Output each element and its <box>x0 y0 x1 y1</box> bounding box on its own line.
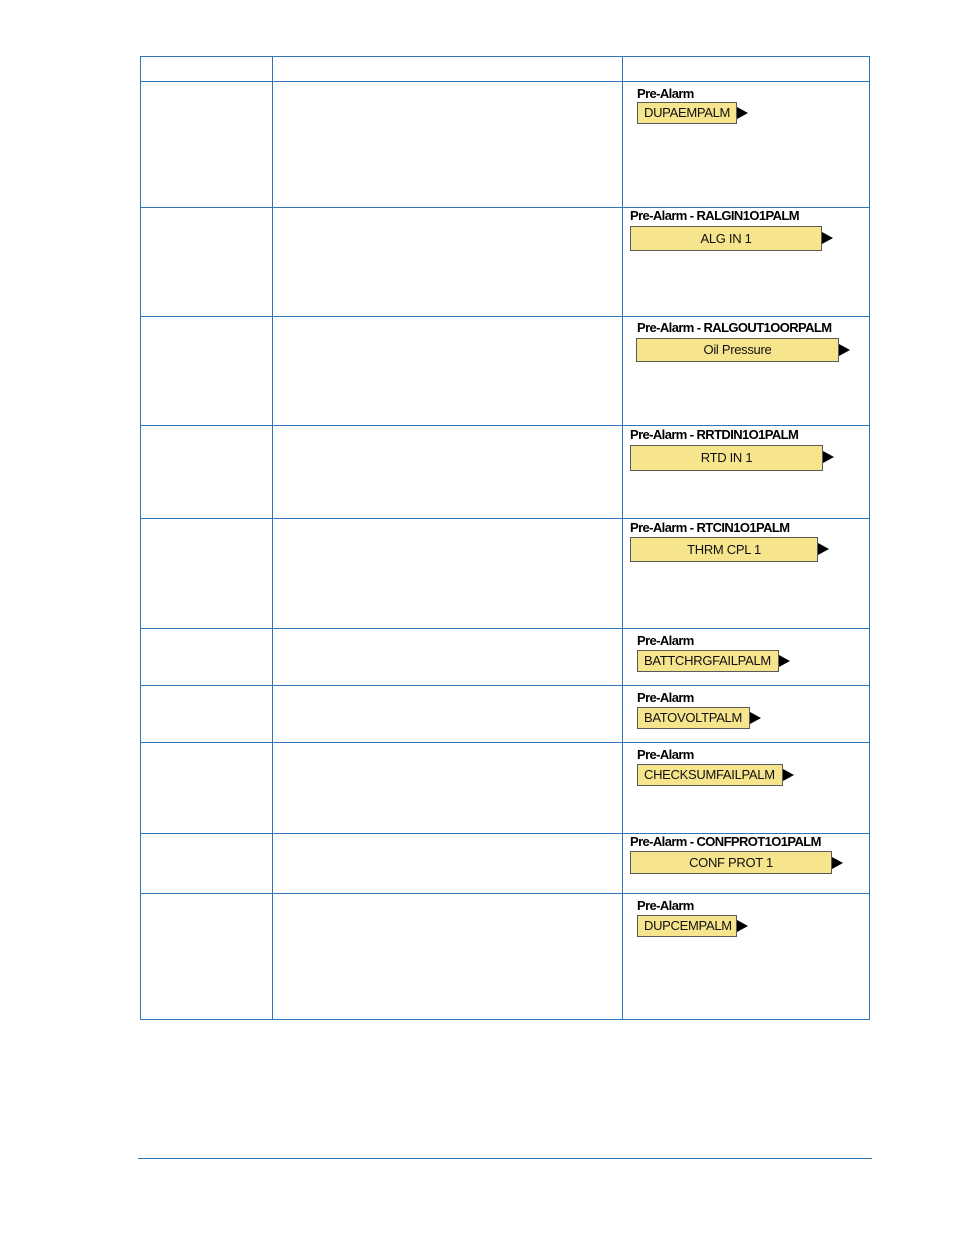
logic-symbol-title: Pre-Alarm <box>637 86 694 101</box>
output-arrow-icon <box>783 769 794 781</box>
table-row <box>141 628 869 686</box>
logic-symbol-cell <box>623 628 869 685</box>
table-row <box>141 425 869 519</box>
logic-symbol-title: Pre-Alarm <box>637 633 694 648</box>
output-arrow-icon <box>737 107 748 119</box>
logic-symbol-cell <box>623 81 869 207</box>
logic-symbol-title: Pre-Alarm - RALGOUT1OORPALM <box>637 320 832 335</box>
logic-symbol-box: THRM CPL 1 <box>630 537 818 562</box>
output-arrow-icon <box>779 655 790 667</box>
table-row <box>141 685 869 743</box>
logic-symbol-box: CHECKSUMFAILPALM <box>637 764 783 786</box>
logic-symbol-title: Pre-Alarm - CONFPROT1O1PALM <box>630 834 821 849</box>
table-row <box>141 518 869 629</box>
table-row <box>141 81 869 208</box>
table-row <box>141 207 869 317</box>
logic-symbol-cell <box>623 893 869 1020</box>
table-row <box>141 833 869 894</box>
logic-symbol-title: Pre-Alarm - RRTDIN1O1PALM <box>630 427 799 442</box>
logic-symbol-box: DUPAEMPALM <box>637 102 737 124</box>
logic-symbol-box: CONF PROT 1 <box>630 851 832 874</box>
logic-symbol-title: Pre-Alarm - RALGIN1O1PALM <box>630 208 799 223</box>
logic-element-table <box>140 56 870 1020</box>
logic-symbol-box: Oil Pressure <box>636 338 839 362</box>
table-row <box>141 316 869 426</box>
logic-symbol-box: BATOVOLTPALM <box>637 707 750 729</box>
logic-symbol-title: Pre-Alarm <box>637 690 694 705</box>
logic-symbol-cell <box>623 685 869 742</box>
logic-symbol-cell <box>623 833 869 893</box>
logic-symbol-box: ALG IN 1 <box>630 226 822 251</box>
logic-symbol-title: Pre-Alarm - RTCIN1O1PALM <box>630 520 790 535</box>
output-arrow-icon <box>832 857 843 869</box>
logic-symbol-cell <box>623 316 869 425</box>
logic-symbol-box: RTD IN 1 <box>630 445 823 471</box>
output-arrow-icon <box>818 543 829 555</box>
output-arrow-icon <box>823 451 834 463</box>
logic-symbol-box: BATTCHRGFAILPALM <box>637 650 779 672</box>
output-arrow-icon <box>750 712 761 724</box>
logic-symbol-title: Pre-Alarm <box>637 747 694 762</box>
output-arrow-icon <box>822 232 833 244</box>
logic-symbol-cell <box>623 518 869 628</box>
output-arrow-icon <box>839 344 850 356</box>
table-row <box>141 893 869 1020</box>
logic-symbol-cell <box>623 742 869 833</box>
logic-symbol-cell <box>623 207 869 316</box>
logic-symbol-title: Pre-Alarm <box>637 898 694 913</box>
table-header-row <box>141 57 869 82</box>
output-arrow-icon <box>737 920 748 932</box>
logic-symbol-cell <box>623 425 869 518</box>
footer-divider <box>138 1158 872 1159</box>
logic-symbol-box: DUPCEMPALM <box>637 915 737 937</box>
table-row <box>141 742 869 834</box>
